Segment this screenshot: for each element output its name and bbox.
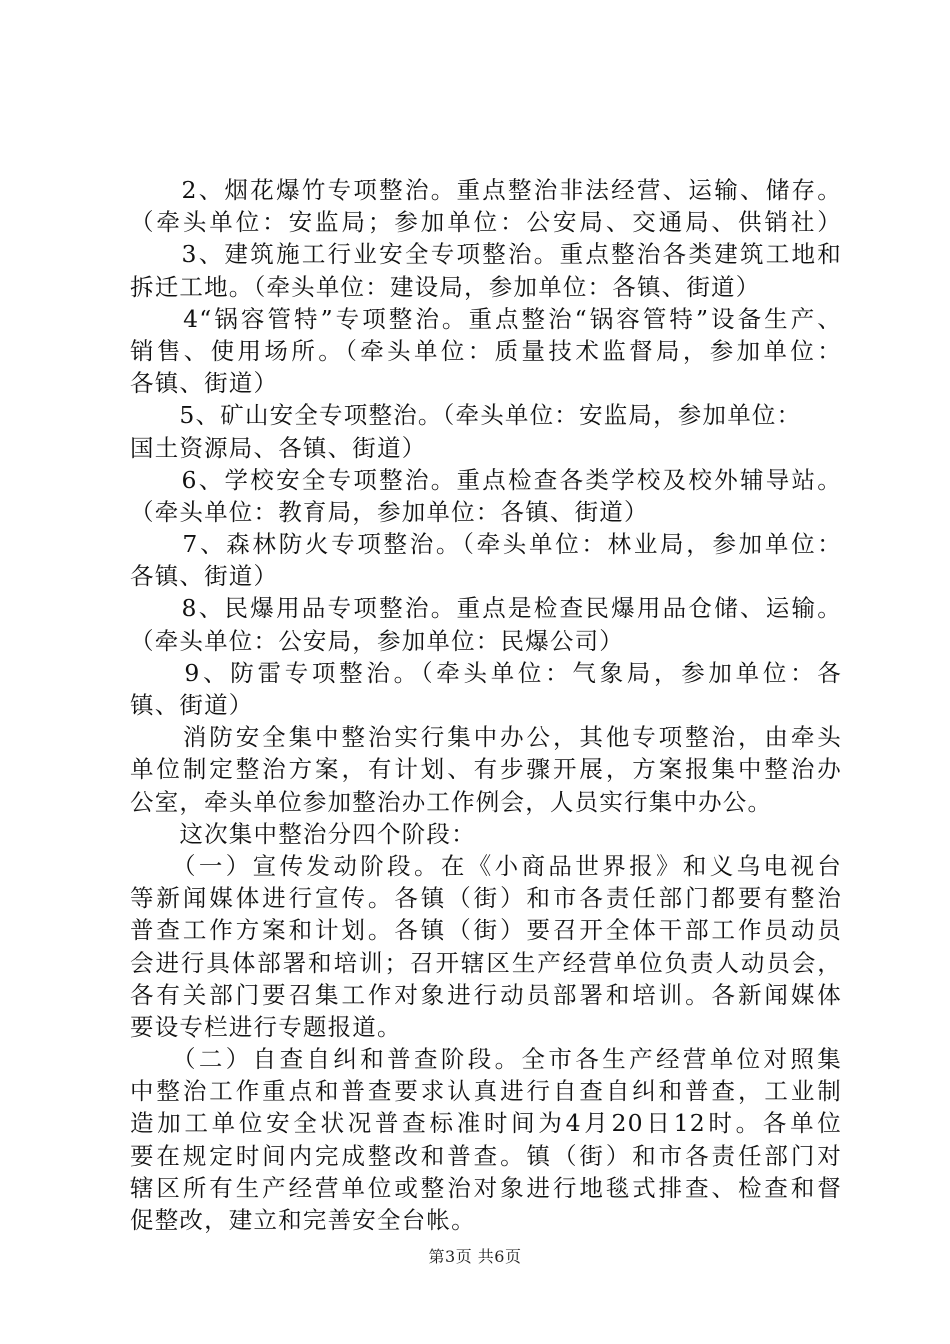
text-line: 辖区所有生产经营单位或整治对象进行地毯式排查、检查和督 bbox=[130, 1173, 842, 1202]
text-line: 3、建筑施工行业安全专项整治。重点整治各类建筑工地和 bbox=[130, 240, 842, 269]
text-line: 公室，牵头单位参加整治办工作例会，人员实行集中办公。 bbox=[130, 787, 773, 816]
text-line: 等新闻媒体进行宣传。各镇（街）和市各责任部门都要有整治 bbox=[130, 884, 842, 913]
text-line: 9、防雷专项整治。（牵头单位：气象局，参加单位：各 bbox=[130, 658, 842, 687]
text-line: 要设专栏进行专题报道。 bbox=[130, 1012, 402, 1041]
text-line: 普查工作方案和计划。各镇（街）要召开全体干部工作员动员 bbox=[130, 916, 842, 945]
text-line: 单位制定整治方案，有计划、有步骤开展，方案报集中整治办 bbox=[130, 755, 842, 784]
text-line: 各镇、街道） bbox=[130, 369, 279, 398]
text-line: 要在规定时间内完成整改和普查。镇（街）和市各责任部门对 bbox=[130, 1141, 842, 1170]
document-body bbox=[130, 174, 842, 1236]
text-line: 促整改，建立和完善安全台帐。 bbox=[130, 1206, 476, 1234]
text-line: 消防安全集中整治实行集中办公，其他专项整治，由牵头 bbox=[130, 723, 842, 752]
text-line: 中整治工作重点和普查要求认真进行自查自纠和普查，工业制 bbox=[130, 1077, 842, 1106]
text-line: 2、烟花爆竹专项整治。重点整治非法经营、运输、储存。 bbox=[130, 176, 842, 204]
text-line: 各镇、街道） bbox=[130, 562, 279, 591]
text-line: （牵头单位：公安局，参加单位：民爆公司） bbox=[130, 626, 624, 655]
text-line: 镇、街道） bbox=[130, 691, 254, 719]
text-line: 6、学校安全专项整治。重点检查各类学校及校外辅导站。 bbox=[130, 465, 842, 494]
text-line: 销售、使用场所。（牵头单位：质量技术监督局，参加单位： bbox=[130, 336, 842, 365]
text-line: （二）自查自纠和普查阶段。全市各生产经营单位对照集 bbox=[130, 1045, 842, 1074]
text-line: 5、矿山安全专项整治。（牵头单位：安监局，参加单位： bbox=[130, 401, 802, 430]
text-line: 会进行具体部署和培训；召开辖区生产经营单位负责人动员会， bbox=[130, 948, 842, 977]
text-line: （牵头单位：安监局；参加单位：公安局、交通局、供销社） bbox=[130, 208, 842, 237]
text-line: （牵头单位：教育局，参加单位：各镇、街道） bbox=[130, 497, 649, 526]
text-line: 各有关部门要召集工作对象进行动员部署和培训。各新闻媒体 bbox=[130, 980, 842, 1009]
text-line: 8、民爆用品专项整治。重点是检查民爆用品仓储、运输。 bbox=[130, 594, 842, 623]
page-footer bbox=[0, 1244, 950, 1267]
text-line: 4“锅容管特”专项整治。重点整治“锅容管特”设备生产、 bbox=[130, 304, 842, 333]
text-line: 这次集中整治分四个阶段： bbox=[130, 819, 476, 848]
text-line: 拆迁工地。（牵头单位：建设局，参加单位：各镇、街道） bbox=[130, 272, 761, 301]
text-line: 国土资源局、各镇、街道） bbox=[130, 433, 427, 462]
text-line: 造加工单位安全状况普查标准时间为4月20日12时。各单位 bbox=[130, 1109, 842, 1138]
page-number-label: 第3页 共6页 bbox=[428, 1247, 522, 1266]
text-line: 7、森林防火专项整治。（牵头单位：林业局，参加单位： bbox=[130, 530, 842, 559]
text-line: （一）宣传发动阶段。在《小商品世界报》和义乌电视台 bbox=[130, 851, 842, 880]
